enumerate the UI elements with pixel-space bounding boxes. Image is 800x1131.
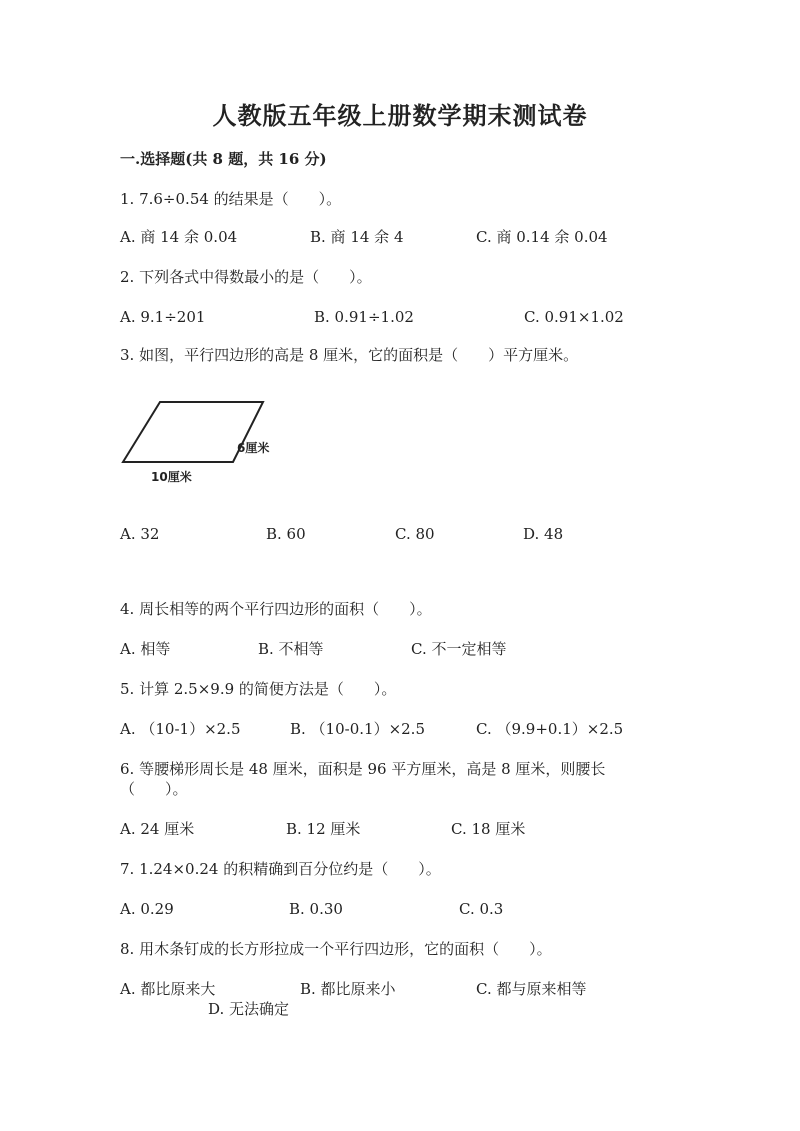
figure-side-label: 6厘米 (237, 441, 270, 455)
question-7-option-c: C. 0.3 (459, 900, 504, 918)
question-5-option-a: A. （10-1）×2.5 (120, 720, 241, 738)
question-5-option-b: B. （10-0.1）×2.5 (290, 720, 425, 738)
question-5-stem: 5. 计算 2.5×9.9 的简便方法是（ ）。 (120, 680, 397, 698)
question-6-option-c: C. 18 厘米 (451, 820, 526, 838)
question-2-stem: 2. 下列各式中得数最小的是（ ）。 (120, 268, 372, 286)
question-8-option-b: B. 都比原来小 (300, 980, 396, 998)
question-6-option-a: A. 24 厘米 (120, 820, 195, 838)
parallelogram-figure (115, 395, 285, 495)
question-7-option-a: A. 0.29 (120, 900, 174, 918)
question-2-option-b: B. 0.91÷1.02 (314, 308, 414, 326)
question-8-option-c: C. 都与原来相等 (476, 980, 587, 998)
question-1-option-b: B. 商 14 余 4 (310, 228, 404, 246)
question-4-option-b: B. 不相等 (258, 640, 324, 658)
question-8-option-d: D. 无法确定 (208, 1000, 290, 1018)
question-3-stem: 3. 如图，平行四边形的高是 8 厘米，它的面积是（ ）平方厘米。 (120, 346, 579, 364)
question-3-option-d: D. 48 (523, 525, 564, 543)
question-1-stem: 1. 7.6÷0.54 的结果是（ ）。 (120, 190, 342, 208)
section-heading: 一.选择题(共 8 题，共 16 分) (120, 150, 327, 168)
question-2-option-c: C. 0.91×1.02 (524, 308, 624, 326)
question-8-option-a: A. 都比原来大 (120, 980, 216, 998)
question-6-stem: 6. 等腰梯形周长是 48 厘米，面积是 96 平方厘米，高是 8 厘米，则腰长 (120, 760, 606, 778)
question-6-stem-continued: （ ）。 (120, 780, 188, 798)
question-4-stem: 4. 周长相等的两个平行四边形的面积（ ）。 (120, 600, 432, 618)
page-title: 人教版五年级上册数学期末测试卷 (212, 101, 588, 130)
question-5-option-c: C. （9.9+0.1）×2.5 (476, 720, 624, 738)
figure-base-label: 10厘米 (151, 470, 192, 484)
question-3-option-b: B. 60 (266, 525, 306, 543)
question-4-option-a: A. 相等 (120, 640, 171, 658)
question-1-option-c: C. 商 0.14 余 0.04 (476, 228, 608, 246)
question-3-option-c: C. 80 (395, 525, 435, 543)
question-8-stem: 8. 用木条钉成的长方形拉成一个平行四边形，它的面积（ ）。 (120, 940, 552, 958)
question-1-option-a: A. 商 14 余 0.04 (120, 228, 238, 246)
question-7-option-b: B. 0.30 (289, 900, 343, 918)
question-4-option-c: C. 不一定相等 (411, 640, 507, 658)
question-3-option-a: A. 32 (120, 525, 160, 543)
question-2-option-a: A. 9.1÷201 (120, 308, 206, 326)
question-6-option-b: B. 12 厘米 (286, 820, 361, 838)
question-7-stem: 7. 1.24×0.24 的积精确到百分位约是（ ）。 (120, 860, 441, 878)
